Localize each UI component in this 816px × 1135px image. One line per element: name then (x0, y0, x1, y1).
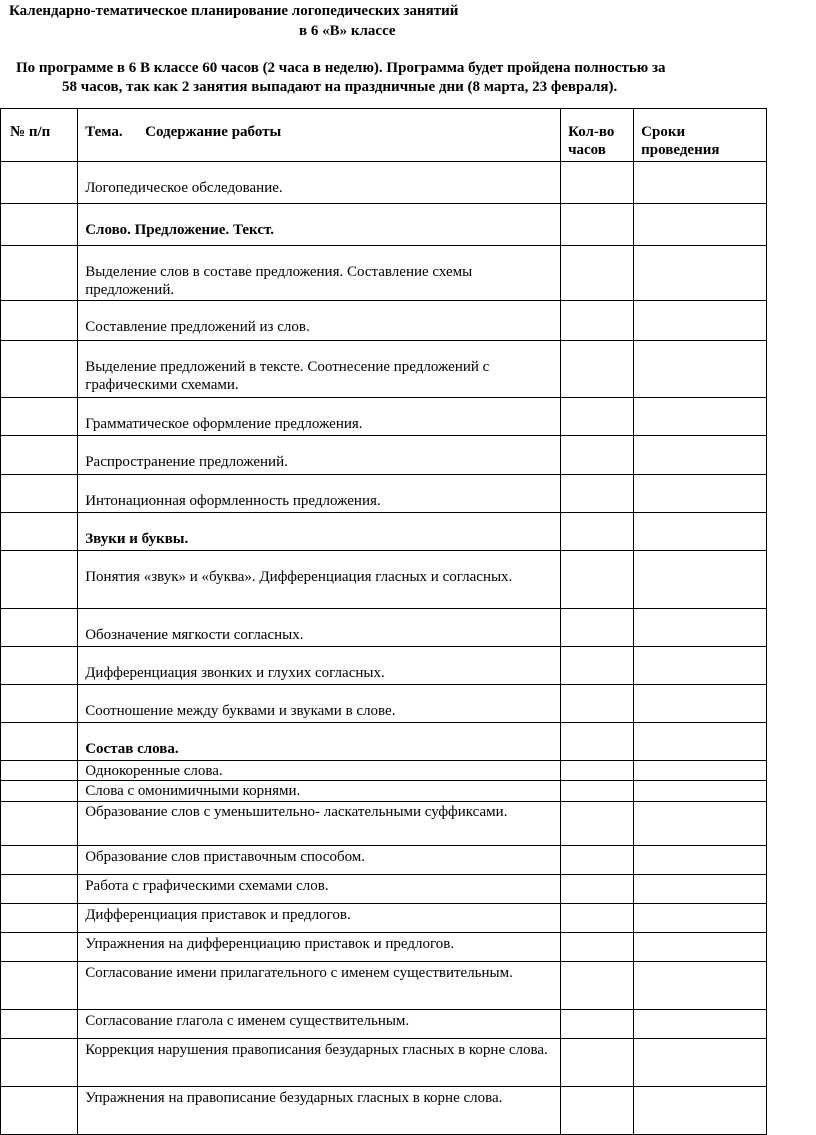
hours-cell (561, 685, 634, 723)
num-cell (1, 609, 78, 647)
table-row (1, 475, 767, 513)
hours-cell (561, 761, 634, 781)
topic-cell: Понятия «звук» и «буква». Дифференциация гласных и согласных. (78, 551, 561, 609)
num-cell (1, 761, 78, 781)
topic-cell: Дифференциация звонких и глухих согласных. (78, 647, 561, 685)
num-cell (1, 933, 78, 962)
dates-cell (634, 761, 767, 781)
topic-cell: Интонационная оформленность предложения. (78, 475, 561, 513)
table-row (1, 761, 767, 781)
topic-cell: Образование слов приставочным способом. (78, 846, 561, 875)
hours-cell (561, 933, 634, 962)
table-row (1, 904, 767, 933)
dates-cell (634, 904, 767, 933)
table-row (1, 802, 767, 846)
title-line-2: в 6 «В» классе (299, 23, 396, 39)
topic-cell: Образование слов с уменьшительно- ласкательными суффиксами. (78, 802, 561, 846)
table-row (1, 1010, 767, 1039)
dates-cell (634, 933, 767, 962)
topic-cell: Соотношение между буквами и звуками в слове. (78, 685, 561, 723)
num-cell (1, 846, 78, 875)
hours-cell (561, 1010, 634, 1039)
topic-cell: Слово. Предложение. Текст. (78, 204, 561, 246)
num-cell (1, 162, 78, 204)
table-row (1, 341, 767, 398)
num-cell (1, 341, 78, 398)
table-row (1, 933, 767, 962)
hours-cell (561, 723, 634, 761)
topic-cell: Работа с графическими схемами слов. (78, 875, 561, 904)
dates-cell (634, 1010, 767, 1039)
table-row (1, 551, 767, 609)
dates-cell (634, 781, 767, 802)
num-cell (1, 513, 78, 551)
program-line-2: 58 часов, так как 2 занятия выпадают на праздничные дни (8 марта, 23 февраля). (62, 79, 618, 95)
dates-cell (634, 875, 767, 904)
table-row (1, 162, 767, 204)
num-cell (1, 781, 78, 802)
num-cell (1, 246, 78, 301)
dates-cell (634, 301, 767, 341)
num-cell (1, 904, 78, 933)
dates-cell (634, 436, 767, 475)
topic-cell: Выделение слов в составе предложения. Составление схемы предложений. (78, 246, 561, 301)
dates-cell (634, 341, 767, 398)
hours-cell (561, 802, 634, 846)
num-cell (1, 685, 78, 723)
hours-cell (561, 609, 634, 647)
num-cell (1, 475, 78, 513)
num-cell (1, 802, 78, 846)
num-cell (1, 875, 78, 904)
hours-cell (561, 647, 634, 685)
dates-cell (634, 1087, 767, 1135)
table-row (1, 723, 767, 761)
hours-cell (561, 781, 634, 802)
table-row (1, 647, 767, 685)
num-cell (1, 962, 78, 1010)
num-cell (1, 1010, 78, 1039)
dates-cell (634, 513, 767, 551)
dates-cell (634, 802, 767, 846)
dates-cell (634, 398, 767, 436)
hours-cell (561, 341, 634, 398)
dates-cell (634, 685, 767, 723)
hours-cell (561, 904, 634, 933)
table-row (1, 875, 767, 904)
hours-cell (561, 1087, 634, 1135)
table-row (1, 204, 767, 246)
topic-cell: Распространение предложений. (78, 436, 561, 475)
hours-cell (561, 551, 634, 609)
dates-cell (634, 204, 767, 246)
hours-cell (561, 436, 634, 475)
topic-cell: Упражнения на дифференциацию приставок и предлогов. (78, 933, 561, 962)
table-row (1, 685, 767, 723)
hours-cell (561, 162, 634, 204)
hours-cell (561, 875, 634, 904)
dates-cell (634, 647, 767, 685)
topic-cell: Согласование имени прилагательного с именем существительным. (78, 962, 561, 1010)
dates-cell (634, 609, 767, 647)
topic-cell: Коррекция нарушения правописания безударных гласных в корне слова. (78, 1039, 561, 1087)
col-hours-header: Кол-во часов (561, 109, 634, 162)
num-cell (1, 398, 78, 436)
topic-cell: Слова с омонимичными корнями. (78, 781, 561, 802)
hours-cell (561, 475, 634, 513)
table-row (1, 609, 767, 647)
title-line-1: Календарно-тематическое планирование логопедических занятий (9, 3, 459, 19)
hours-cell (561, 398, 634, 436)
topic-cell: Звуки и буквы. (78, 513, 561, 551)
topic-cell: Упражнения на правописание безударных гласных в корне слова. (78, 1087, 561, 1135)
topic-cell: Однокоренные слова. (78, 761, 561, 781)
num-cell (1, 301, 78, 341)
hours-cell (561, 513, 634, 551)
table-header-row (1, 109, 767, 162)
dates-cell (634, 551, 767, 609)
hours-cell (561, 846, 634, 875)
table-row (1, 436, 767, 475)
table-row (1, 1039, 767, 1087)
num-cell (1, 1087, 78, 1135)
dates-cell (634, 723, 767, 761)
num-cell (1, 551, 78, 609)
hours-cell (561, 246, 634, 301)
dates-cell (634, 246, 767, 301)
table-row (1, 246, 767, 301)
topic-cell: Согласование глагола с именем существительным. (78, 1010, 561, 1039)
num-cell (1, 436, 78, 475)
topic-cell: Состав слова. (78, 723, 561, 761)
dates-cell (634, 846, 767, 875)
num-cell (1, 204, 78, 246)
num-cell (1, 723, 78, 761)
topic-cell: Грамматическое оформление предложения. (78, 398, 561, 436)
col-number-header: № п/п (1, 109, 78, 162)
hours-cell (561, 962, 634, 1010)
table-row (1, 781, 767, 802)
col-dates-header: Сроки проведения (634, 109, 767, 162)
table-row (1, 301, 767, 341)
dates-cell (634, 1039, 767, 1087)
dates-cell (634, 162, 767, 204)
table-row (1, 513, 767, 551)
topic-cell: Дифференциация приставок и предлогов. (78, 904, 561, 933)
dates-cell (634, 962, 767, 1010)
hours-cell (561, 204, 634, 246)
table-row (1, 1087, 767, 1135)
hours-cell (561, 301, 634, 341)
table-row (1, 962, 767, 1010)
program-line-1: По программе в 6 В классе 60 часов (2 часа в неделю). Программа будет пройдена полностью за (16, 60, 666, 76)
topic-cell: Составление предложений из слов. (78, 301, 561, 341)
num-cell (1, 647, 78, 685)
topic-cell: Обозначение мягкости согласных. (78, 609, 561, 647)
num-cell (1, 1039, 78, 1087)
dates-cell (634, 475, 767, 513)
topic-cell: Выделение предложений в тексте. Соотнесение предложений с графическими схемами. (78, 341, 561, 398)
col-topic-header: Тема. Содержание работы (78, 109, 561, 162)
topic-cell: Логопедическое обследование. (78, 162, 561, 204)
table-row (1, 846, 767, 875)
hours-cell (561, 1039, 634, 1087)
table-row (1, 398, 767, 436)
plan-table (0, 108, 767, 1135)
